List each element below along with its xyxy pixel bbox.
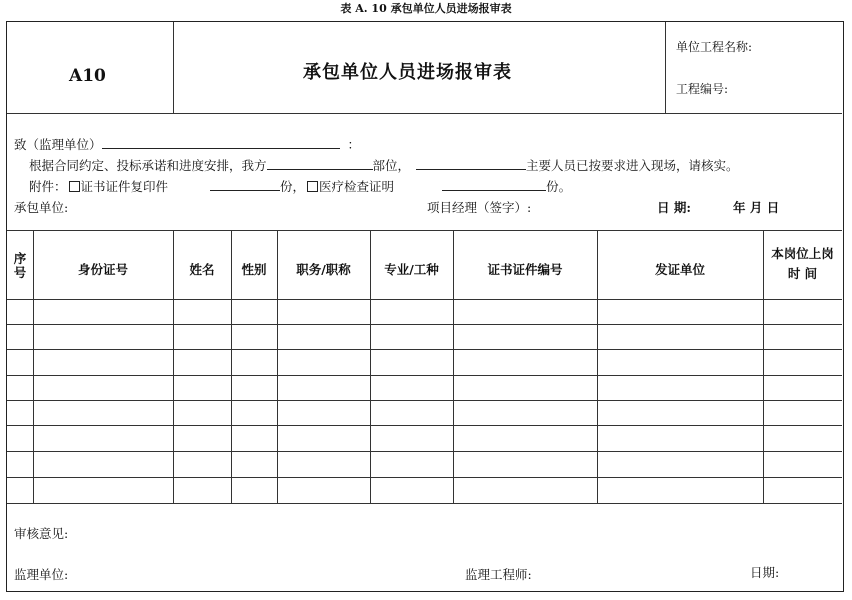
header-gender: 性别 xyxy=(241,262,267,277)
project-no-label: 工程编号: xyxy=(676,82,729,96)
supervisor-engineer-label: 监理工程师: xyxy=(465,567,532,582)
project-name-label: 单位工程名称: xyxy=(676,40,753,54)
attach-item-medical: 医疗检查证明 xyxy=(319,179,395,194)
table-row xyxy=(7,349,842,350)
header-onboard-line1: 本岗位上岗 xyxy=(771,246,834,261)
header-bottom-line xyxy=(7,113,842,114)
pm-sign-label: 项目经理（签字）: xyxy=(427,200,532,215)
to-label: 致（监理单位） xyxy=(14,137,102,152)
review-opinion-label: 审核意见: xyxy=(14,526,69,541)
header-seq: 序号 xyxy=(13,251,27,280)
location-blank[interactable] xyxy=(267,157,373,170)
header-issuer: 发证单位 xyxy=(654,262,705,277)
table-bottom-line xyxy=(7,503,842,504)
contractor-label: 承包单位: xyxy=(14,200,69,215)
attach-item-certs: 证书证件复印件 xyxy=(80,179,169,194)
statement-part-a: 根据合同约定、投标承诺和进度安排，我方 xyxy=(29,158,267,173)
table-row xyxy=(7,299,842,300)
attachment-line xyxy=(29,177,571,195)
cert-copies-unit: 份， xyxy=(280,179,306,194)
statement-line xyxy=(29,156,739,174)
table-row xyxy=(7,425,842,426)
header-name: 姓名 xyxy=(189,262,215,277)
to-line xyxy=(14,135,360,153)
header-id-no: 身份证号 xyxy=(77,262,128,277)
declaration-date-label: 日 期: xyxy=(657,200,691,215)
header-position: 职务/职称 xyxy=(296,262,351,277)
table-row xyxy=(7,400,842,401)
table-row xyxy=(7,324,842,325)
declaration-date-parts: 年 月 日 xyxy=(733,200,780,215)
cert-copy-checkbox[interactable] xyxy=(69,181,80,192)
medical-copies-unit: 份。 xyxy=(546,179,572,194)
table-row xyxy=(7,477,842,478)
header-divider-right xyxy=(665,22,666,113)
header-divider-left xyxy=(173,22,174,113)
table-row xyxy=(7,375,842,376)
supervisor-unit-blank[interactable] xyxy=(102,136,340,149)
header-cert-no: 证书证件编号 xyxy=(487,262,563,277)
cert-copies-blank[interactable] xyxy=(210,178,280,191)
table-top-line xyxy=(7,230,842,231)
medical-checkbox[interactable] xyxy=(307,181,318,192)
personnel-blank[interactable] xyxy=(416,157,526,170)
header-onboard-line2: 时 间 xyxy=(787,266,818,281)
statement-part-c: 主要人员已按要求进入现场，请核实。 xyxy=(526,158,739,173)
statement-part-b: 部位， xyxy=(372,158,411,173)
form-code: A10 xyxy=(69,66,106,86)
table-row xyxy=(7,451,842,452)
table-caption: 表 A. 10 承包单位人员进场报审表 xyxy=(340,2,512,15)
supervisor-unit-label: 监理单位: xyxy=(14,567,69,582)
form-title: 承包单位人员进场报审表 xyxy=(303,62,512,83)
report-form xyxy=(6,21,844,592)
header-specialty: 专业/工种 xyxy=(384,262,439,277)
medical-copies-blank[interactable] xyxy=(442,178,546,191)
attach-label: 附件： xyxy=(29,179,67,194)
to-colon: ： xyxy=(347,137,361,152)
footer-date-label: 日期: xyxy=(750,565,780,580)
